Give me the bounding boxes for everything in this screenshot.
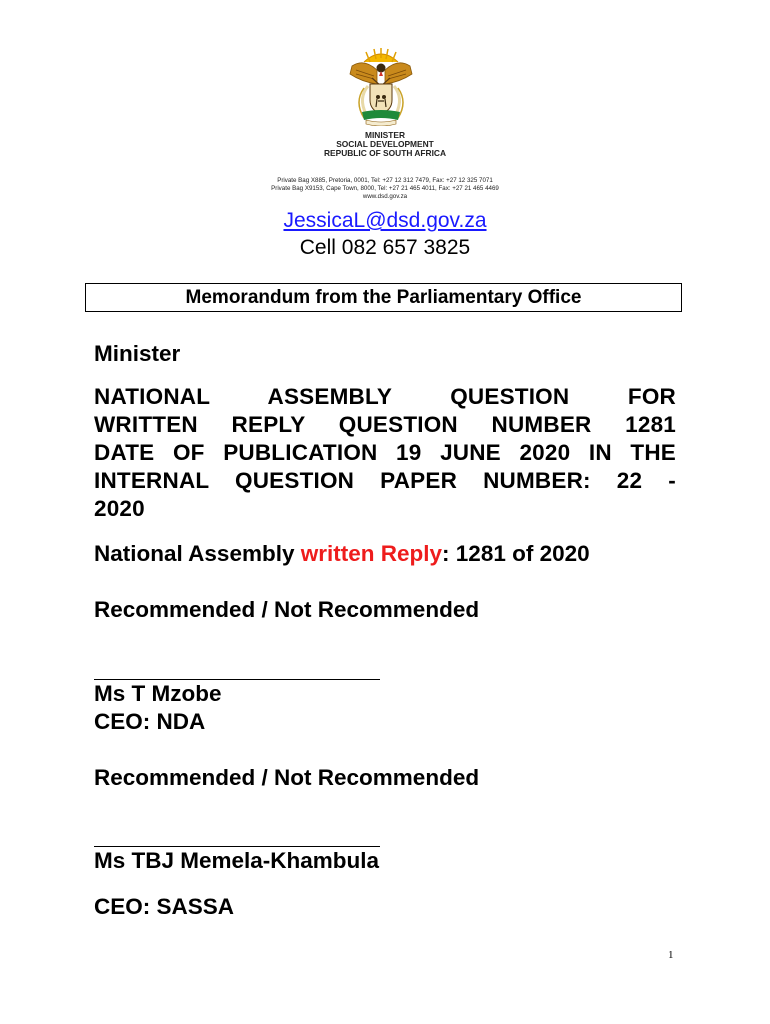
letterhead-minister: MINISTER	[364, 130, 405, 140]
signatory-name-nda: Ms T Mzobe	[94, 681, 222, 706]
memo-header: Memorandum from the Parliamentary Office	[185, 287, 582, 308]
letterhead-country: REPUBLIC OF SOUTH AFRICA	[323, 148, 447, 158]
question-line: NATIONAL ASSEMBLY QUESTION FOR	[94, 384, 676, 409]
reply-reply-highlight: Reply	[380, 541, 443, 566]
reply-prefix: National Assembly	[94, 541, 301, 566]
addressee: Minister	[94, 341, 181, 366]
coat-of-arms-icon	[344, 48, 418, 126]
signatory-title-nda: CEO: NDA	[94, 709, 206, 734]
contact-email-link[interactable]: JessicaL@dsd.gov.za	[283, 209, 487, 232]
question-line: WRITTEN REPLY QUESTION NUMBER 1281	[94, 412, 676, 437]
contact-cell: Cell 082 657 3825	[299, 236, 471, 259]
signatory-title-sassa: CEO: SASSA	[94, 894, 235, 919]
recommendation-nda: Recommended / Not Recommended	[94, 597, 480, 622]
reply-written-highlight: written	[300, 541, 375, 566]
question-line: DATE OF PUBLICATION 19 JUNE 2020 IN THE	[94, 440, 676, 465]
page-number: 1	[668, 949, 674, 961]
question-line: 2020	[94, 496, 145, 521]
reply-suffix: : 1281 of 2020	[442, 541, 590, 566]
question-line: INTERNAL QUESTION PAPER NUMBER: 22 -	[94, 468, 676, 493]
reply-line	[94, 540, 590, 568]
question-heading	[94, 383, 676, 523]
letterhead-website: www.dsd.gov.za	[362, 193, 408, 200]
letterhead-address-cape-town: Private Bag X9153, Cape Town, 8000, Tel: +27 21 465 4011, Fax: +27 21 465 4469	[271, 185, 499, 192]
letterhead-department: SOCIAL DEVELOPMENT	[336, 139, 434, 149]
signatory-name-sassa: Ms TBJ Memela-Khambula	[94, 848, 380, 873]
letterhead-address-pretoria: Private Bag X885, Pretoria, 0001, Tel: +27 12 312 7479, Fax: +27 12 325 7071	[277, 177, 493, 184]
recommendation-sassa: Recommended / Not Recommended	[94, 765, 480, 790]
